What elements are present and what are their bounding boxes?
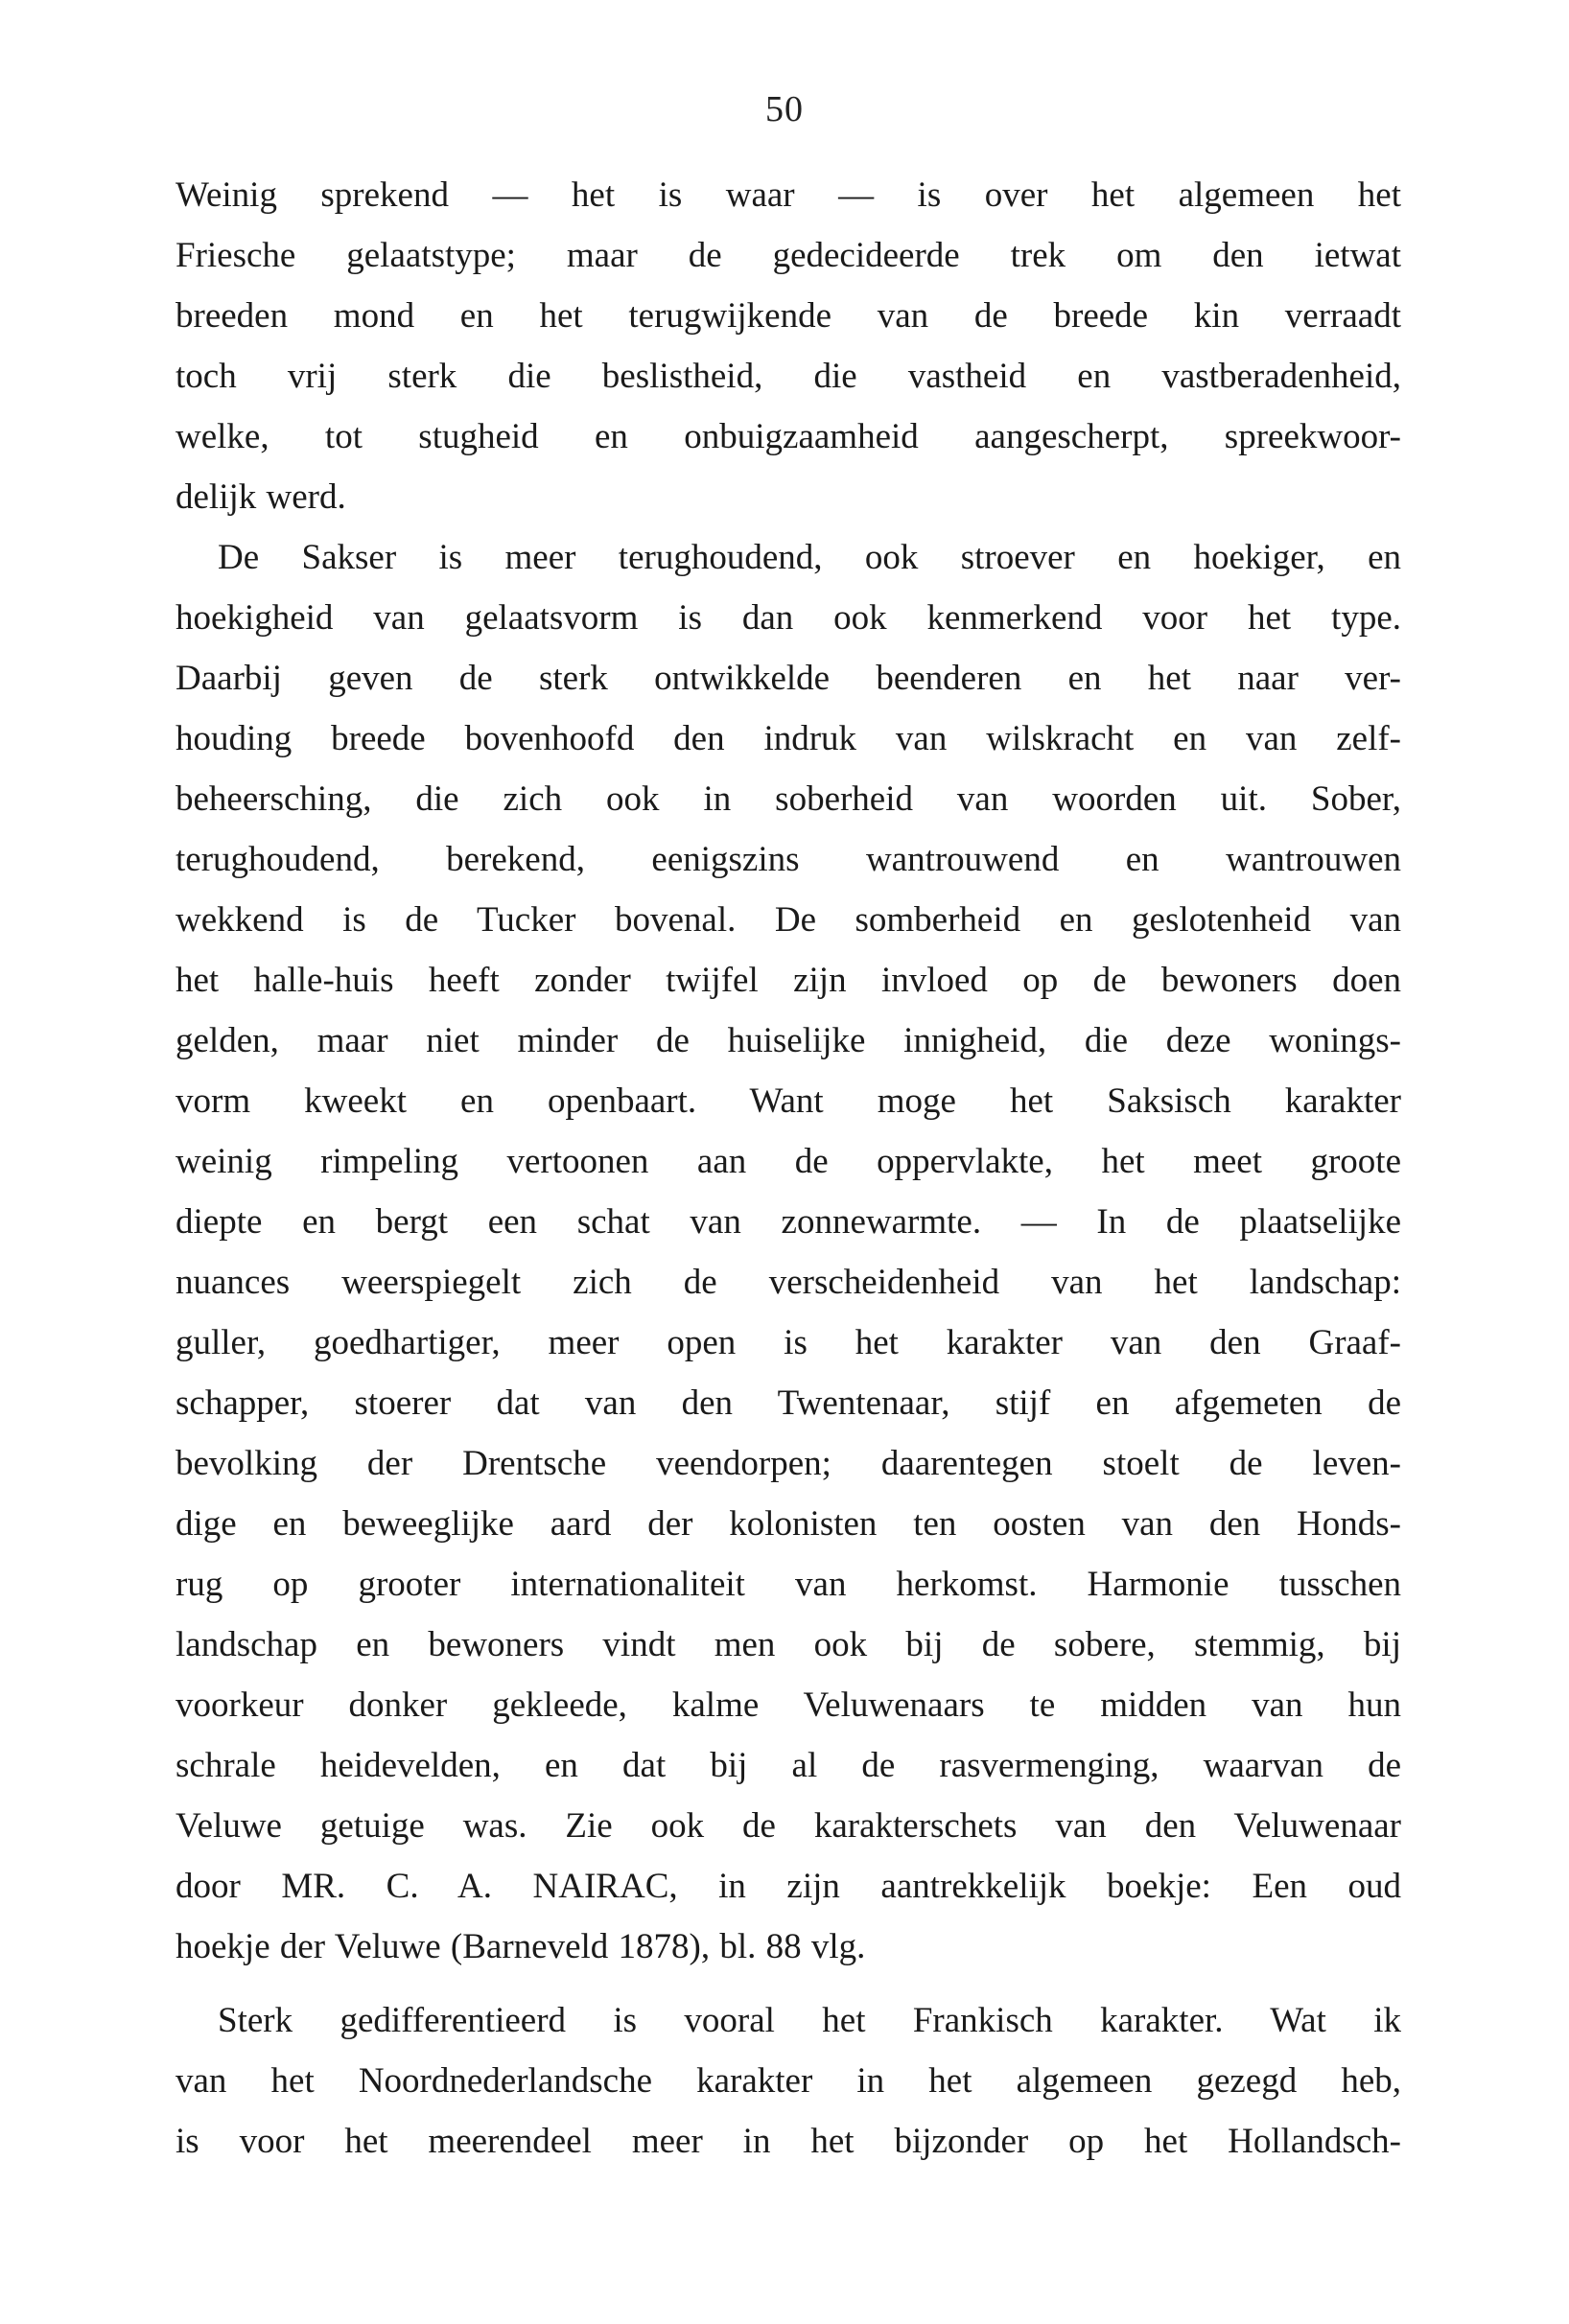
text-line: welke, tot stugheid en onbuigzaamheid aangescherpt, spreekwoor- [176, 417, 1401, 456]
text-line: van het Noordnederlandsche karakter in het algemeen gezegd heb, [176, 2061, 1401, 2101]
text-line: weinig rimpeling vertoonen aan de oppervlakte, het meet groote [176, 1142, 1401, 1181]
text-line: nuances weerspiegelt zich de verscheidenheid van het landschap: [176, 1263, 1401, 1302]
text-line: Veluwe getuige was. Zie ook de karakterschets van den Veluwenaar [176, 1806, 1401, 1846]
text-line: beheersching, die zich ook in soberheid van woorden uit. Sober, [176, 779, 1401, 819]
text-line: rug op grooter internationaliteit van herkomst. Harmonie tusschen [176, 1565, 1401, 1604]
text-line: houding breede bovenhoofd den indruk van wilskracht en van zelf- [176, 719, 1401, 758]
text-line: terughoudend, berekend, eenigszins wantrouwend en wantrouwen [176, 840, 1401, 879]
text-line: Weinig sprekend — het is waar — is over het algemeen het [176, 175, 1401, 215]
text-line: Daarbij geven de sterk ontwikkelde beenderen en het naar ver- [176, 659, 1401, 698]
page-number: 50 [765, 89, 804, 129]
text-line: dige en beweeglijke aard der kolonisten ten oosten van den Honds- [176, 1504, 1401, 1544]
paragraph-gap [176, 1977, 1401, 1990]
text-line: bevolking der Drentsche veendorpen; daarentegen stoelt de leven- [176, 1444, 1401, 1483]
text-line: toch vrij sterk die beslistheid, die vastheid en vastberadenheid, [176, 357, 1401, 396]
text-line: vorm kweekt en openbaart. Want moge het Saksisch karakter [176, 1081, 1401, 1121]
text-line: delijk werd. [176, 477, 346, 517]
text-line: schapper, stoerer dat van den Twentenaar, stijf en afgemeten de [176, 1383, 1401, 1423]
text-line: gelden, maar niet minder de huiselijke innigheid, die deze wonings- [176, 1021, 1401, 1060]
text-line: wekkend is de Tucker bovenal. De somberheid en geslotenheid van [176, 900, 1401, 940]
text-line: door MR. C. A. NAIRAC, in zijn aantrekkelijk boekje: Een oud [176, 1867, 1401, 1906]
text-line: De Sakser is meer terughoudend, ook stroever en hoekiger, en [218, 538, 1401, 577]
body-text [176, 165, 1401, 2172]
text-line: is voor het meerendeel meer in het bijzonder op het Hollandsch- [176, 2122, 1401, 2161]
text-line: breeden mond en het terugwijkende van de breede kin verraadt [176, 296, 1401, 336]
text-line: schrale heidevelden, en dat bij al de rasvermenging, waarvan de [176, 1746, 1401, 1785]
text-line: het halle-huis heeft zonder twijfel zijn invloed op de bewoners doen [176, 961, 1401, 1000]
text-line: Sterk gedifferentieerd is vooral het Frankisch karakter. Wat ik [218, 2001, 1401, 2040]
text-line: hoekigheid van gelaatsvorm is dan ook kenmerkend voor het type. [176, 598, 1401, 638]
text-line: Friesche gelaatstype; maar de gedecideerde trek om den ietwat [176, 236, 1401, 275]
text-line: landschap en bewoners vindt men ook bij de sobere, stemmig, bij [176, 1625, 1401, 1664]
text-line: diepte en bergt een schat van zonnewarmte. — In de plaatselijke [176, 1202, 1401, 1242]
text-line: hoekje der Veluwe (Barneveld 1878), bl. 88 vlg. [176, 1927, 866, 1966]
text-line: guller, goedhartiger, meer open is het karakter van den Graaf- [176, 1323, 1401, 1362]
text-line: voorkeur donker gekleede, kalme Veluwenaars te midden van hun [176, 1685, 1401, 1725]
